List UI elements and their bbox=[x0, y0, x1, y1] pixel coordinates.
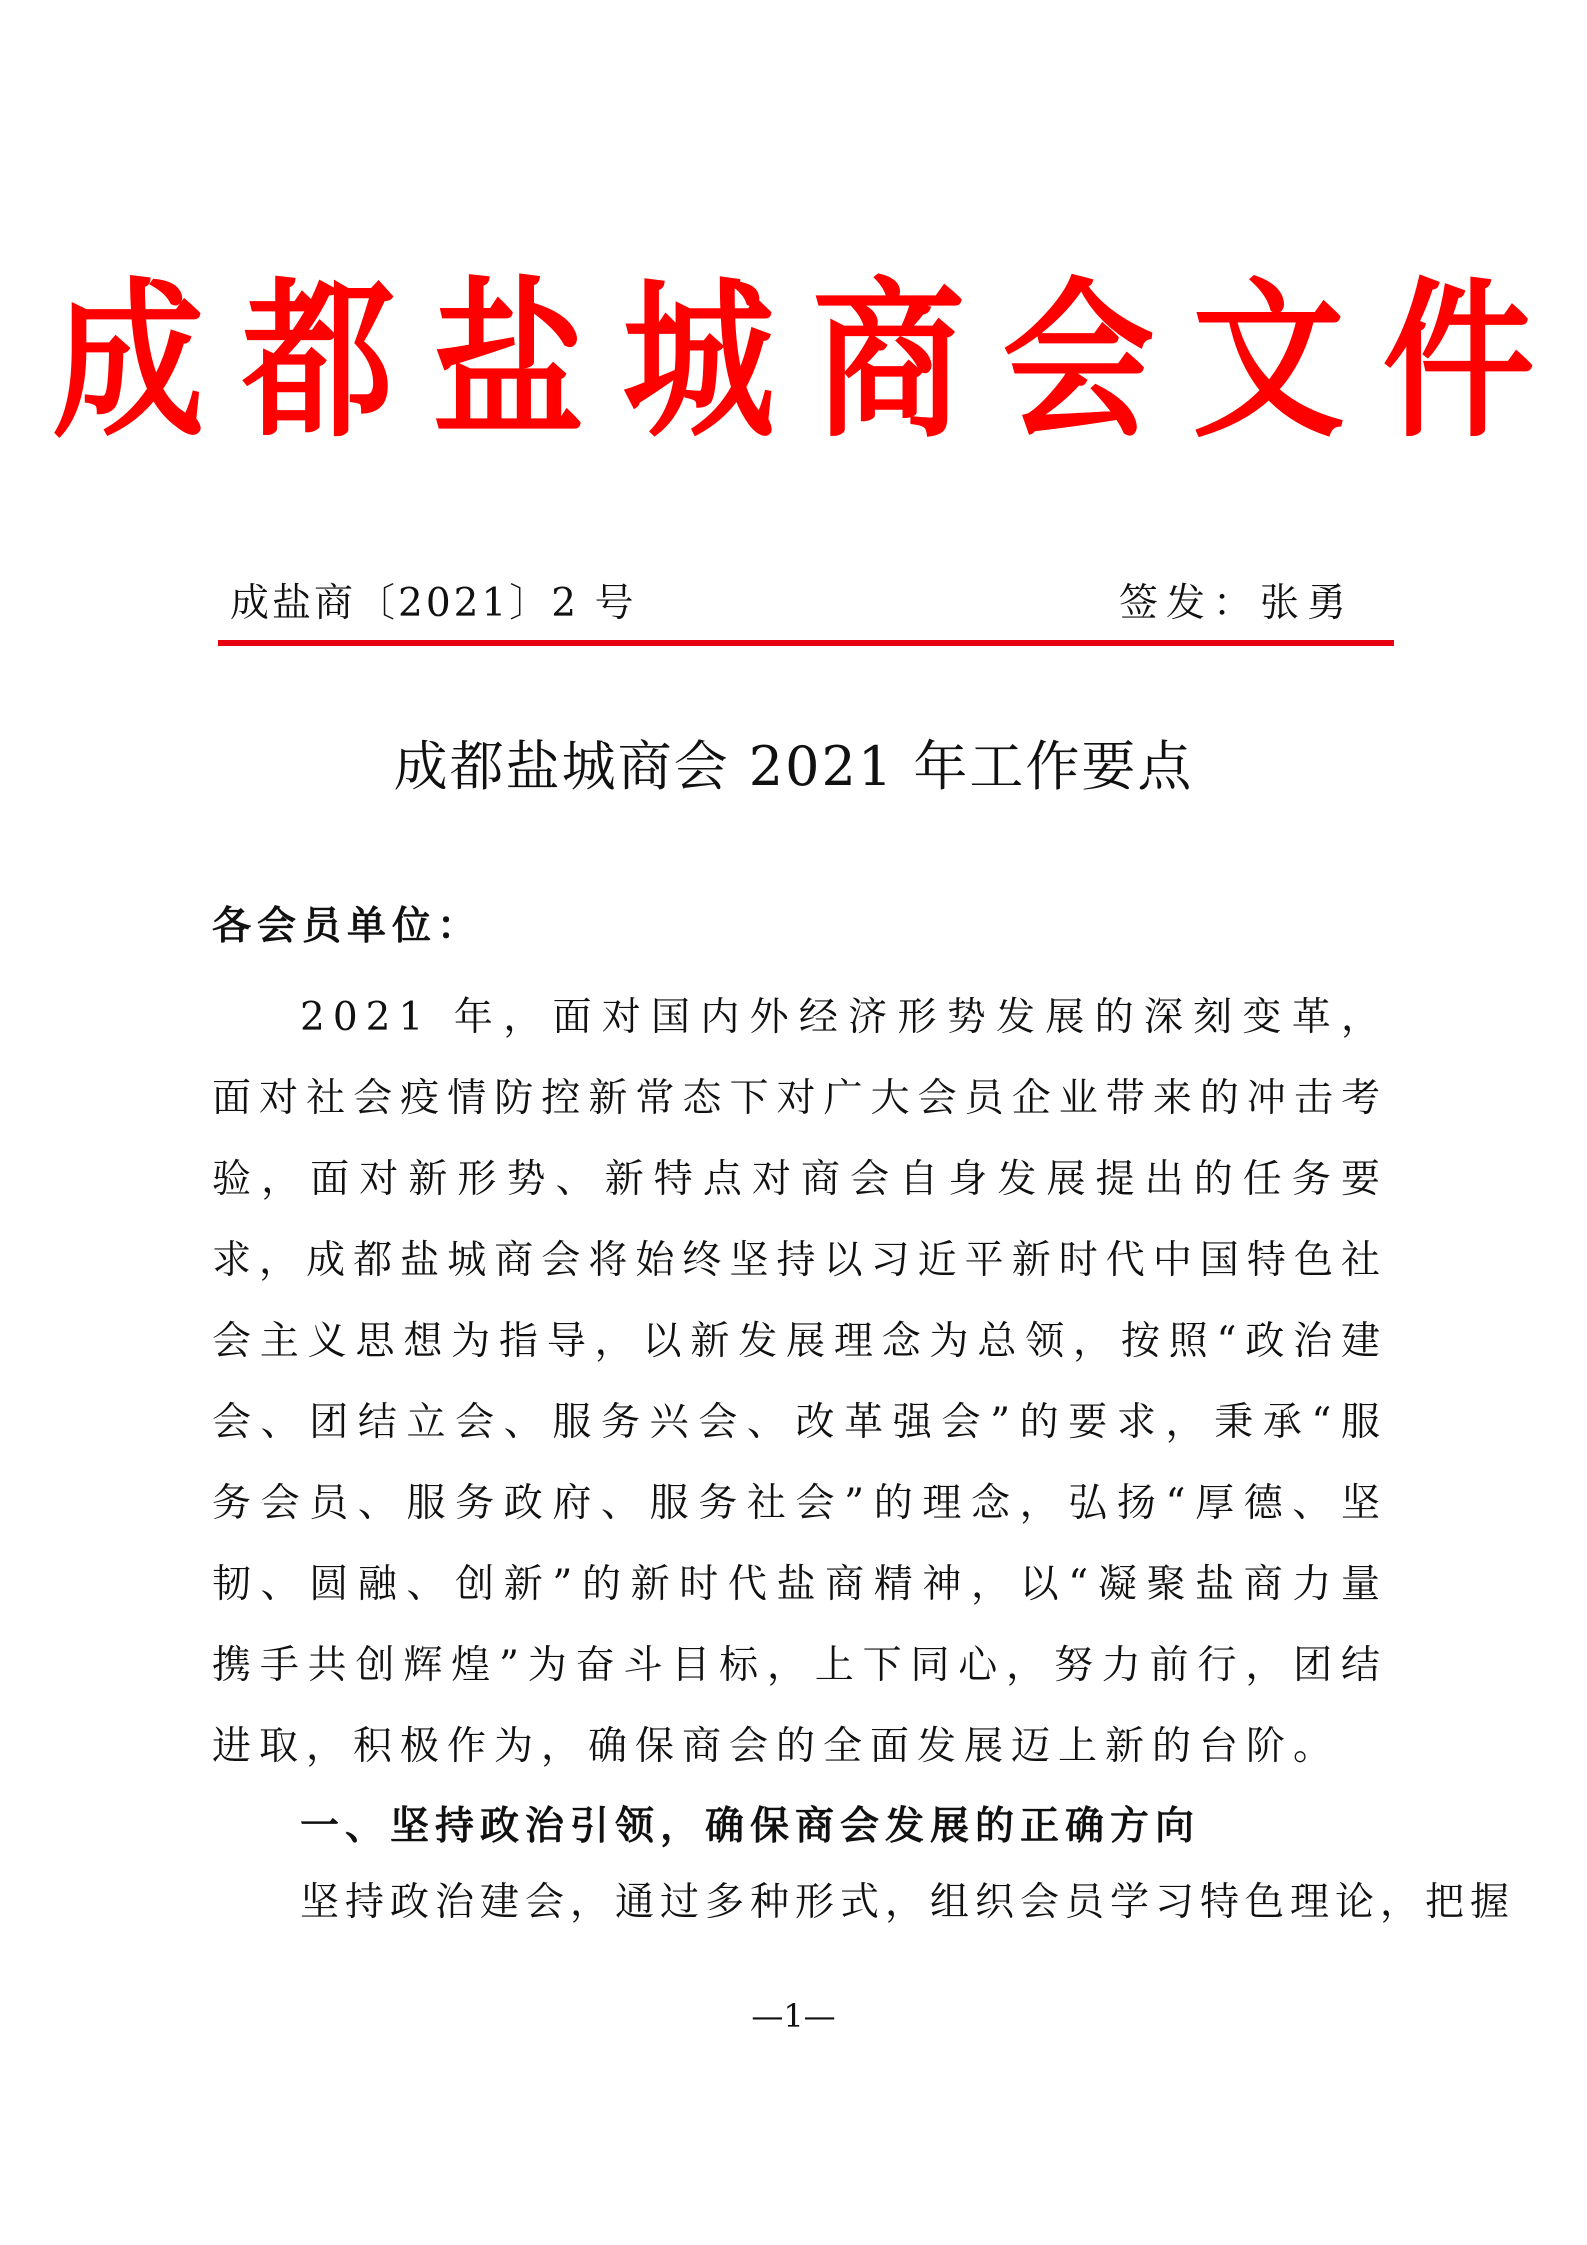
intro-paragraph: 2021 年，面对国内外经济形势发展的深刻变革，面对社会疫情防控新常态下对广大会员企业带来的冲击考验，面对新形势、新特点对商会自身发展提出的任务要求，成都盐城商会将始终坚持以习近平新时代中国特色社会主义思想为指导，以新发展理念为总领，按照“政治建会、团结立会、服务兴会、改革强会”的要求，秉承“服务会员、服务政府、服务社会”的理念，弘扬“厚德、坚韧、圆融、创新”的新时代盐商精神，以“凝聚盐商力量 携手共创辉煌”为奋斗目标，上下同心，努力前行，团结进取，积极作为，确保商会的全面发展迈上新的台阶。 bbox=[212, 995, 1388, 1769]
masthead-title: 成都盐城商会文件 bbox=[52, 262, 1573, 461]
document-number: 成盐商〔2021〕2 号 bbox=[230, 581, 637, 626]
salutation: 各会员单位： bbox=[212, 904, 483, 949]
page-number: —1— bbox=[751, 1997, 836, 2035]
section-1-text: 坚持政治建会，通过多种形式，组织会员学习特色理论，把握 bbox=[300, 1880, 1516, 1925]
section-heading-1: 一、坚持政治引领，确保商会发展的正确方向 bbox=[300, 1804, 1201, 1849]
document-title: 成都盐城商会 2021 年工作要点 bbox=[393, 735, 1194, 798]
header-divider bbox=[218, 640, 1394, 646]
signer: 签发：张勇 bbox=[1118, 581, 1354, 626]
